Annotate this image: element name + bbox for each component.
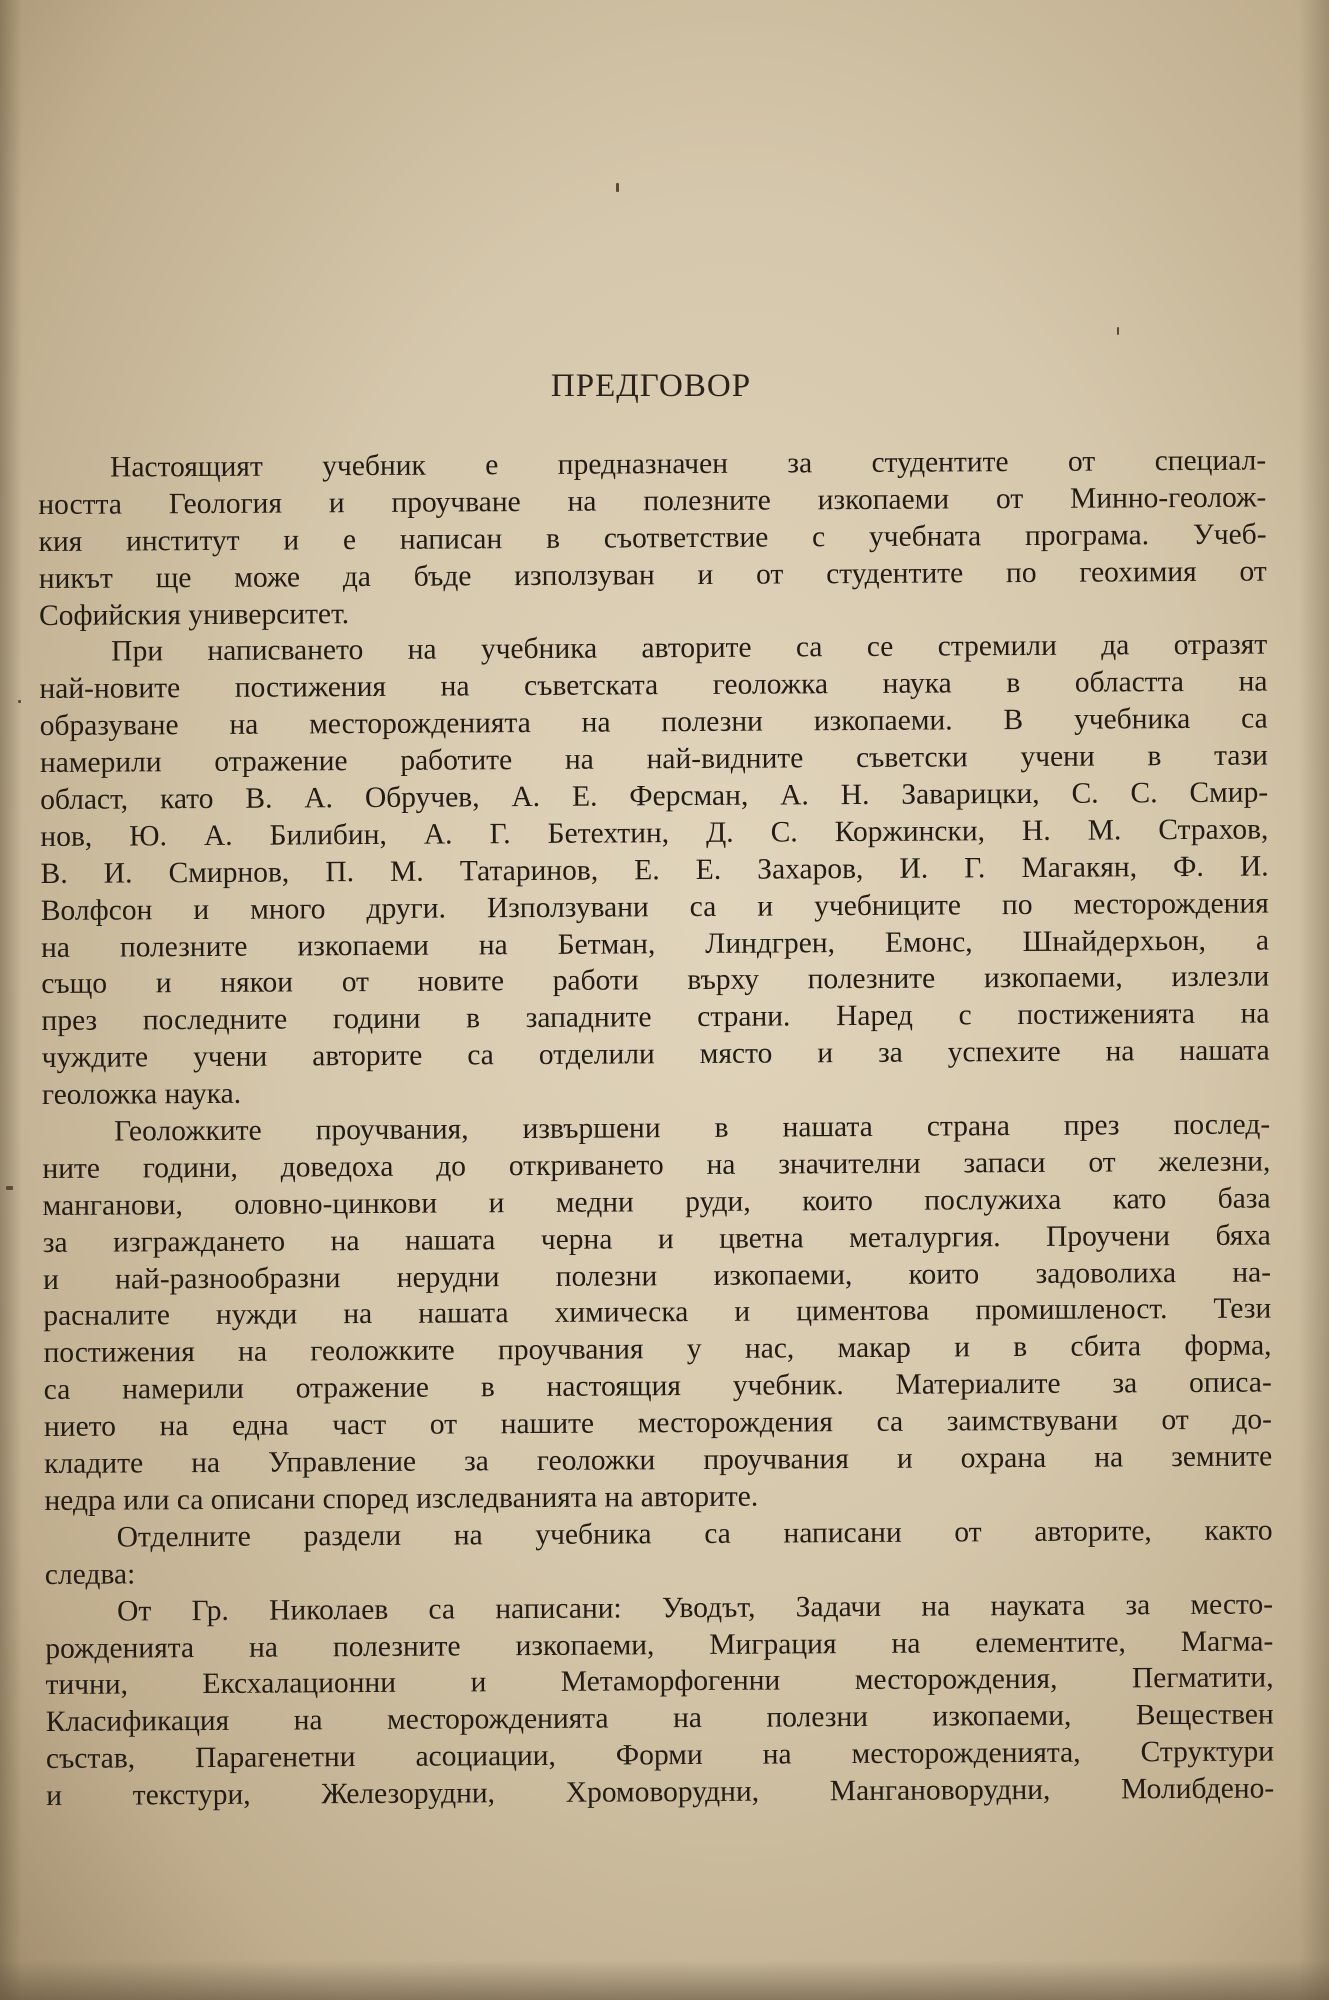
- page-left-shadow: [0, 0, 22, 2000]
- paper-speck: [1117, 327, 1119, 335]
- text-line: ността Геология и проучване на полезните изкопаеми от Минно-геолож-: [38, 481, 1267, 521]
- paper-speck: [6, 1186, 13, 1190]
- text-line: Волфсон и много други. Използувани са и учебниците по месторождения: [40, 887, 1269, 927]
- text-line: расналите нужди на нашата химическа и циментова промишленост. Тези: [43, 1292, 1272, 1333]
- text-line: геоложка наука.: [41, 1077, 242, 1112]
- text-line: Отделните раздели на учебника са написани от авторите, както: [116, 1514, 1273, 1554]
- text-line: В. И. Смирнов, П. М. Татаринов, Е. Е. Захаров, И. Г. Магакян, Ф. И.: [40, 850, 1269, 890]
- text-line: и текстури, Железорудни, Хромоворудни, Мангановорудни, Молибдено-: [46, 1772, 1275, 1813]
- text-line: кия институт и е написан в съответствие с учебната програма. Учеб-: [38, 518, 1267, 558]
- text-line: манганови, оловно-цинкови и медни руди, които послужиха като база: [42, 1182, 1271, 1222]
- text-line: нов, Ю. А. Билибин, А. Г. Бетехтин, Д. С. Коржински, Н. М. Страхов,: [40, 813, 1269, 853]
- text-line: тични, Ексхалационни и Метаморфогенни месторождения, Пегматити,: [45, 1661, 1274, 1702]
- text-line: на полезните изкопаеми на Бетман, Линдгрен, Емонс, Шнайдерхьон, а: [40, 924, 1270, 964]
- text-line: От Гр. Николаев са написани: Уводът, Задачи на науката за место-: [116, 1588, 1274, 1628]
- text-line: образуване на месторожденията на полезни изкопаеми. В учебника са: [39, 702, 1268, 743]
- text-line: никът ще може да бъде използуван и от студентите по геохимия от: [38, 555, 1267, 595]
- text-line: намерили отражение работите на най-видните съветски учени в тази: [39, 739, 1268, 780]
- page-title: ПРЕДГОВОР: [550, 368, 752, 404]
- paper-speck: [18, 700, 21, 703]
- text-line: Класификация на месторожденията на полезни изкопаеми, Веществен: [45, 1698, 1274, 1739]
- preface-body-text: [38, 442, 1274, 1814]
- text-line: При написването на учебника авторите са се стремили да отразят: [111, 628, 1268, 669]
- page-bottom-shadow: [0, 1960, 1329, 2000]
- text-line: постижения на геоложките проучвания у нас, макар и в сбита форма,: [43, 1329, 1272, 1370]
- text-line: чуждите учени авторите са отделили място и за успехите на нашата: [41, 1034, 1270, 1075]
- text-line: недра или са описани според изследванията на авторите.: [44, 1480, 759, 1517]
- text-line: състав, Парагенетни асоциации, Форми на месторожденията, Структури: [45, 1735, 1275, 1776]
- text-line: Софийския университет.: [38, 597, 350, 632]
- text-line: следва:: [44, 1558, 136, 1591]
- text-line: са намерили отражение в настоящия учебник. Материалите за описа-: [43, 1366, 1272, 1407]
- text-line: ните години, доведоха до откриването на значителни запаси от железни,: [42, 1145, 1271, 1185]
- text-line: рожденията на полезните изкопаеми, Миграция на елементите, Магма-: [45, 1624, 1274, 1665]
- text-line: Настоящият учебник е предназначен за студентите от специал-: [110, 444, 1267, 484]
- text-line: нието на една част от нашите месторождения са заимствувани от до-: [43, 1403, 1273, 1444]
- text-line: кладите на Управление за геоложки проучвания и охрана на земните: [44, 1440, 1273, 1481]
- text-line: най-новите постижения на съветската геоложка наука в областта на: [39, 665, 1268, 706]
- text-line: през последните години в западните страни. Наред с постиженията на: [41, 997, 1270, 1038]
- text-line: и най-разнообразни нерудни полезни изкопаеми, които задоволиха на-: [42, 1256, 1272, 1296]
- page-right-shadow: [1299, 0, 1329, 2000]
- text-line: за изграждането на нашата черна и цветна металургия. Проучени бяха: [42, 1219, 1271, 1259]
- text-line: също и някои от новите работи върху полезните изкопаеми, излезли: [41, 960, 1270, 1001]
- paper-speck: [616, 183, 619, 192]
- text-line: Геоложките проучвания, извършени в нашата страна през послед-: [114, 1108, 1271, 1148]
- text-line: област, като В. А. Обручев, А. Е. Ферсман, А. Н. Заварицки, С. С. Смир-: [40, 776, 1269, 817]
